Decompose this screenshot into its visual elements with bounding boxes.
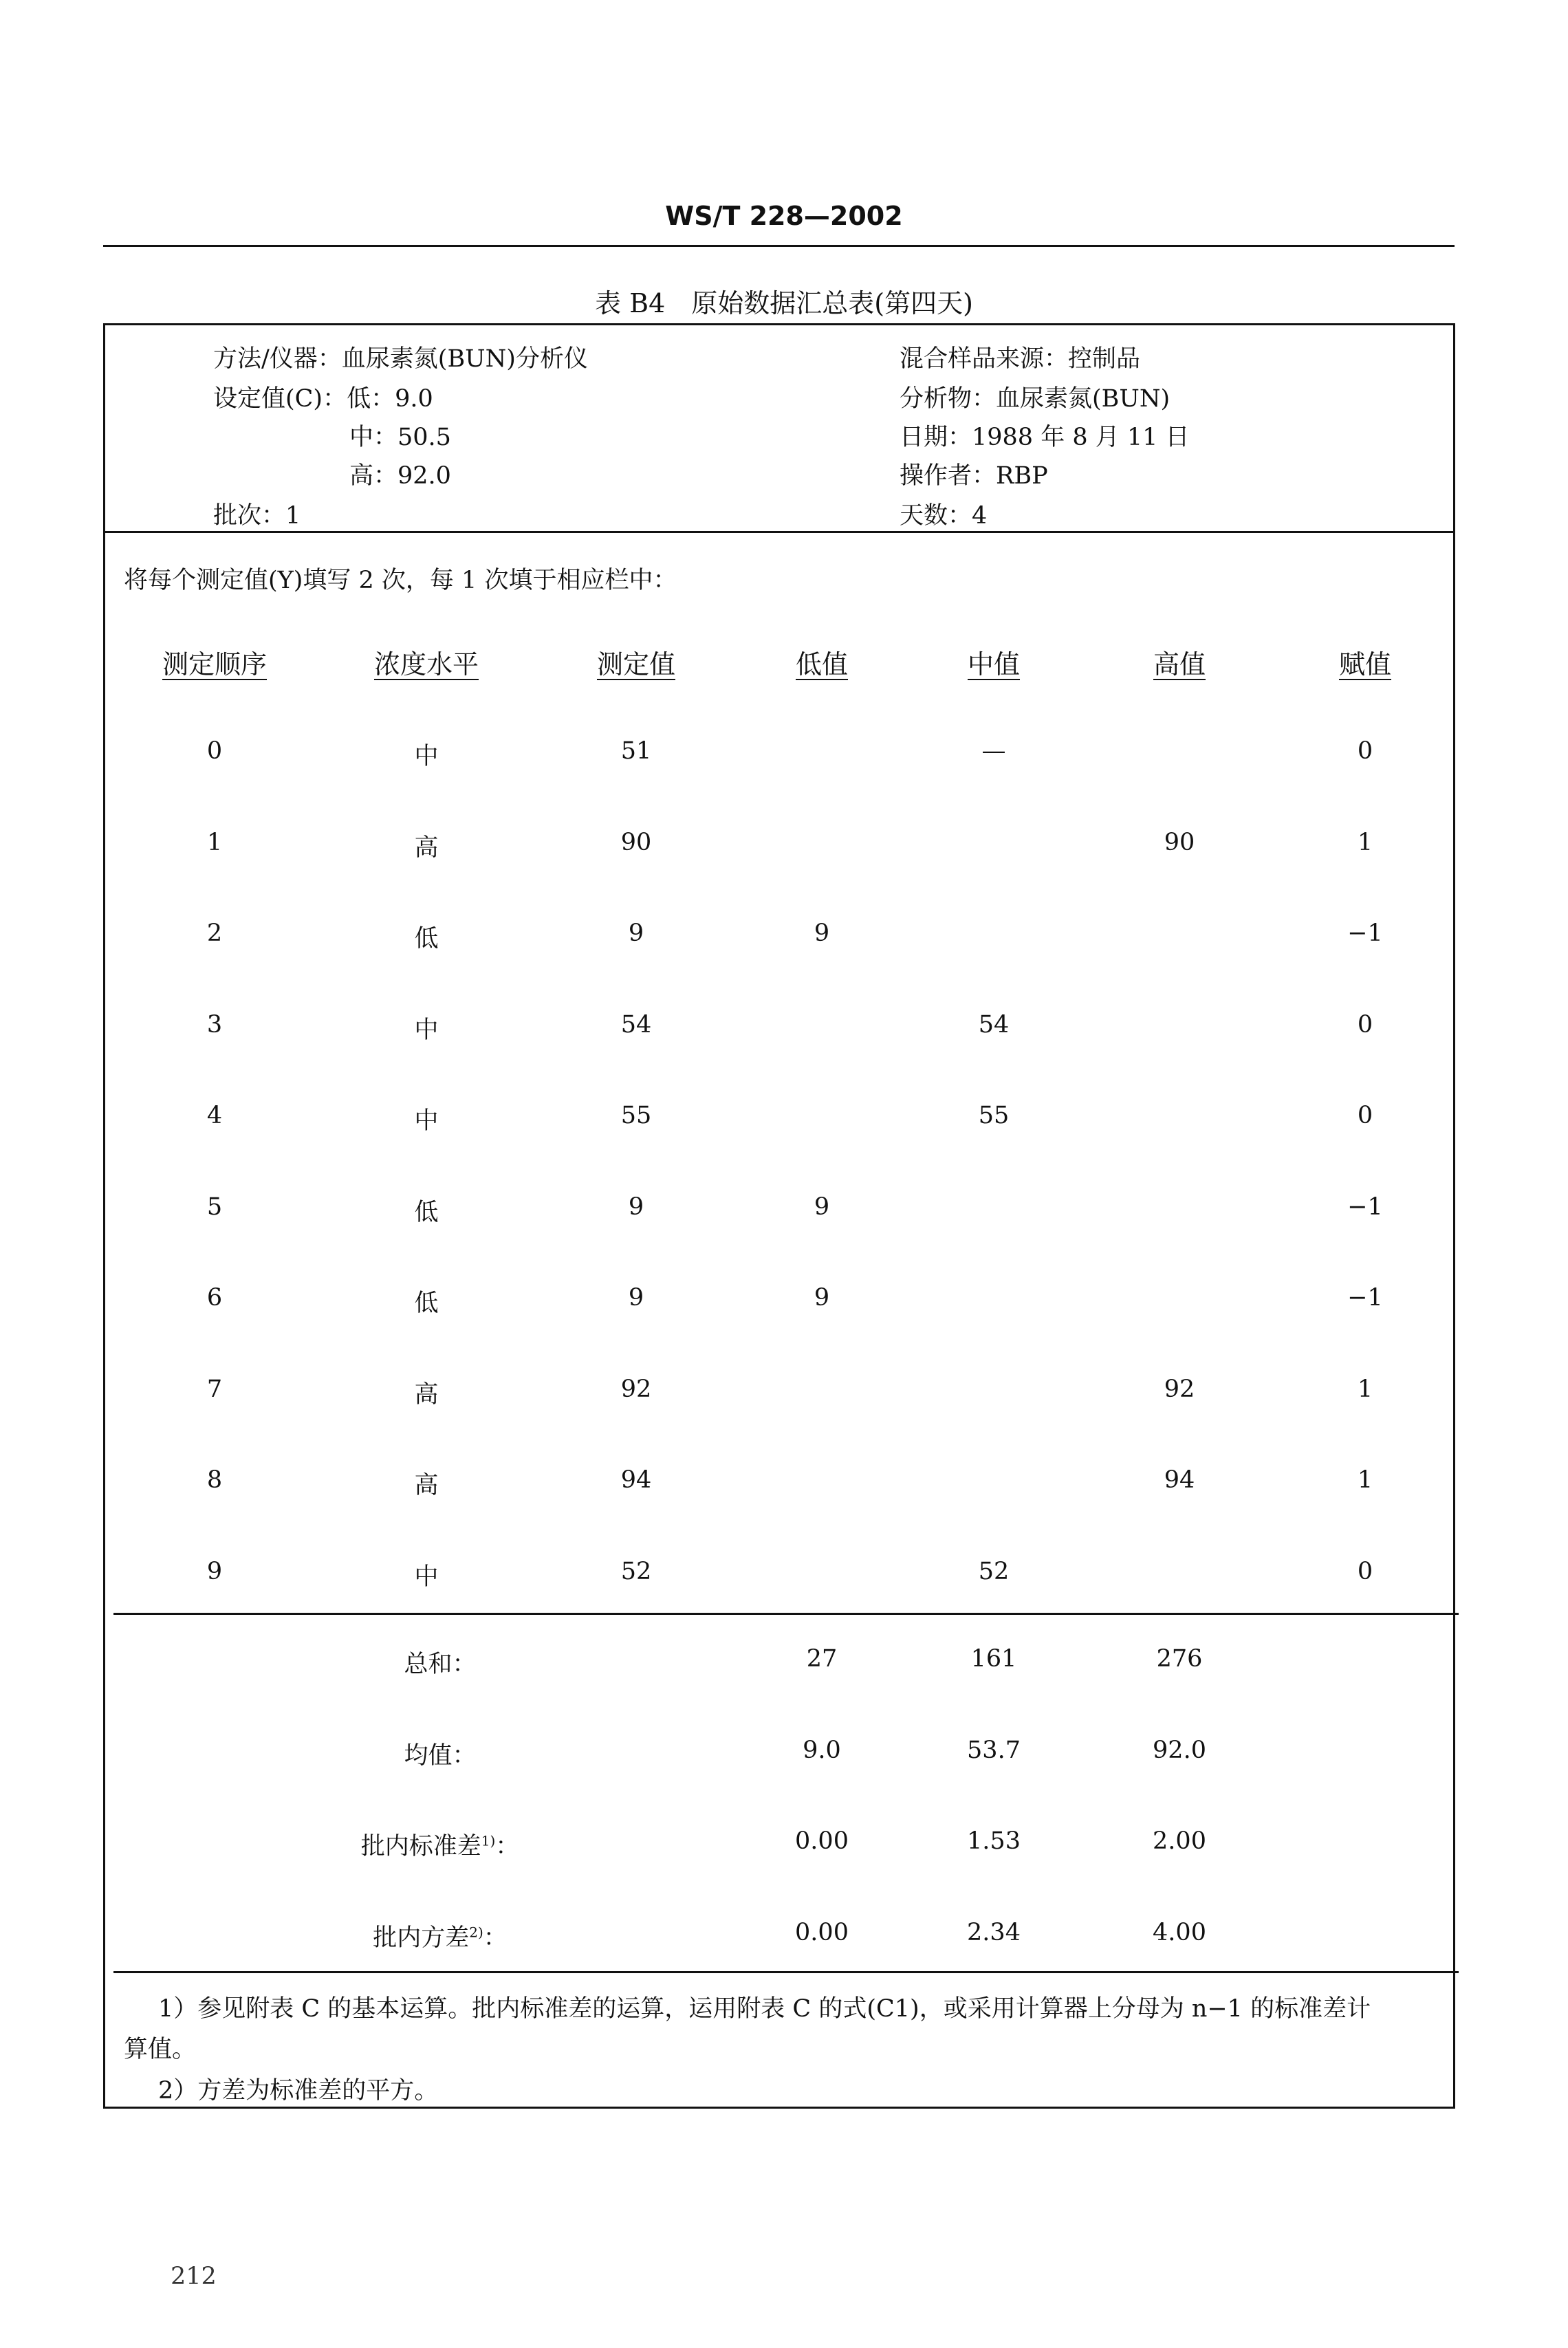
cell-order: 5 [206, 1193, 223, 1221]
setpoint-low: 设定值(C)：低：9.0 [213, 385, 433, 413]
cell-measured: 9 [628, 1193, 644, 1221]
cell-measured: 55 [620, 1102, 652, 1129]
setpoint-mid: 中：50.5 [349, 424, 451, 451]
summary-high: 2.00 [1153, 1827, 1206, 1855]
cell-order: 2 [206, 920, 223, 947]
page-number: 212 [171, 2263, 217, 2290]
summary-label [373, 1919, 508, 1953]
table-title: 表 B4 原始数据汇总表(第四天) [595, 288, 973, 318]
cell-measured: 54 [620, 1010, 652, 1039]
summary-label-text: 批内标准差 [360, 1833, 481, 1860]
cell-level: 中 [414, 743, 439, 770]
summary-label-text: 批内方差 [373, 1924, 470, 1952]
summary-low: 9.0 [803, 1736, 841, 1764]
cell-high: 92 [1164, 1375, 1195, 1403]
cell-assigned: 0 [1357, 1557, 1373, 1585]
data-divider [113, 1613, 1459, 1615]
cell-level: 高 [414, 834, 439, 862]
cell-assigned: 1 [1357, 1466, 1373, 1494]
summary-label-colon: ： [495, 1833, 520, 1860]
cell-assigned: 0 [1357, 1010, 1373, 1039]
cell-level: 高 [414, 1380, 439, 1409]
cell-measured: 51 [620, 737, 652, 765]
summary-label [361, 1827, 520, 1862]
col-header-high: 高值 [1153, 649, 1206, 680]
cell-level: 高 [414, 1472, 439, 1499]
cell-assigned: 0 [1357, 737, 1373, 765]
cell-order: 4 [206, 1102, 223, 1129]
cell-order: 6 [206, 1284, 223, 1312]
cell-level: 中 [414, 1107, 439, 1135]
days-text: 天数：4 [900, 502, 988, 530]
col-header-level: 浓度水平 [373, 649, 479, 680]
operator-text: 操作者：RBP [900, 462, 1048, 490]
header-rule [103, 245, 1455, 247]
cell-low: 9 [814, 920, 830, 947]
summary-high: 92.0 [1153, 1736, 1206, 1764]
summary-label [404, 1737, 476, 1771]
note-1-line-2: 算值。 [124, 2036, 197, 2063]
cell-measured: 9 [628, 1284, 644, 1312]
cell-high: 90 [1164, 828, 1195, 856]
summary-label-colon: ： [483, 1924, 508, 1952]
cell-assigned: −1 [1347, 1284, 1383, 1312]
cell-order: 9 [206, 1557, 223, 1585]
summary-mid: 1.53 [967, 1827, 1021, 1855]
col-header-mid: 中值 [967, 649, 1021, 680]
note-1-line-1: 1）参见附表 C 的基本运算。批内标准差的运算，运用附表 C 的式(C1)，或采用计算器上分母为 n−1 的标准差计 [158, 1995, 1371, 2023]
cell-measured: 92 [620, 1375, 652, 1403]
summary-mid: 2.34 [967, 1918, 1021, 1946]
standard-number: WS/T 228—2002 [665, 201, 903, 231]
col-header-measured: 测定值 [596, 649, 676, 680]
cell-assigned: 1 [1357, 828, 1373, 856]
cell-assigned: −1 [1347, 1193, 1383, 1221]
info-divider [103, 531, 1455, 533]
summary-label-text: 总和： [404, 1651, 477, 1678]
cell-level: 低 [414, 1290, 439, 1317]
summary-low: 0.00 [795, 1918, 849, 1946]
cell-order: 7 [206, 1375, 223, 1403]
cell-low: 9 [814, 1284, 830, 1312]
summary-mid: 53.7 [967, 1736, 1021, 1764]
col-header-low: 低值 [795, 649, 849, 680]
footnote-marker: 2) [469, 1923, 483, 1940]
instruction-text: 将每个测定值(Y)填写 2 次，每 1 次填于相应栏中： [124, 567, 677, 594]
cell-order: 8 [206, 1466, 223, 1494]
cell-low: 9 [814, 1193, 830, 1221]
cell-level: 低 [414, 1198, 439, 1226]
batch-text: 批次：1 [213, 502, 301, 530]
cell-level: 低 [414, 925, 439, 953]
summary-high: 4.00 [1153, 1918, 1206, 1946]
cell-assigned: 1 [1357, 1375, 1373, 1403]
col-header-order: 测定顺序 [162, 649, 268, 680]
col-header-assigned: 赋值 [1338, 649, 1392, 680]
cell-mid: 55 [978, 1102, 1010, 1129]
note-2: 2）方差为标准差的平方。 [158, 2077, 439, 2105]
analyte-text: 分析物：血尿素氮(BUN) [900, 385, 1170, 413]
cell-assigned: 0 [1357, 1102, 1373, 1129]
summary-low: 0.00 [795, 1827, 849, 1855]
cell-mid: — [981, 737, 1006, 765]
summary-low: 27 [806, 1645, 838, 1673]
cell-order: 3 [206, 1010, 223, 1039]
date-text: 日期：1988 年 8 月 11 日 [900, 424, 1190, 451]
cell-assigned: −1 [1347, 920, 1383, 947]
method-text: 方法/仪器：血尿素氮(BUN)分析仪 [213, 345, 588, 373]
cell-measured: 90 [620, 828, 652, 856]
cell-mid: 52 [978, 1557, 1010, 1585]
summary-divider [113, 1971, 1459, 1973]
cell-mid: 54 [978, 1010, 1010, 1039]
summary-label-text: 均值： [404, 1741, 477, 1770]
footnote-marker: 1) [481, 1832, 496, 1849]
cell-order: 0 [206, 737, 223, 765]
cell-measured: 9 [628, 920, 644, 947]
summary-mid: 161 [970, 1645, 1017, 1673]
source-text: 混合样品来源：控制品 [900, 345, 1141, 373]
summary-label [404, 1645, 476, 1680]
cell-high: 94 [1164, 1466, 1195, 1494]
summary-high: 276 [1156, 1645, 1203, 1673]
cell-level: 中 [414, 1016, 439, 1044]
setpoint-high: 高：92.0 [349, 462, 451, 490]
cell-measured: 52 [620, 1557, 652, 1585]
cell-measured: 94 [620, 1466, 652, 1494]
cell-level: 中 [414, 1563, 439, 1591]
cell-order: 1 [206, 828, 223, 856]
